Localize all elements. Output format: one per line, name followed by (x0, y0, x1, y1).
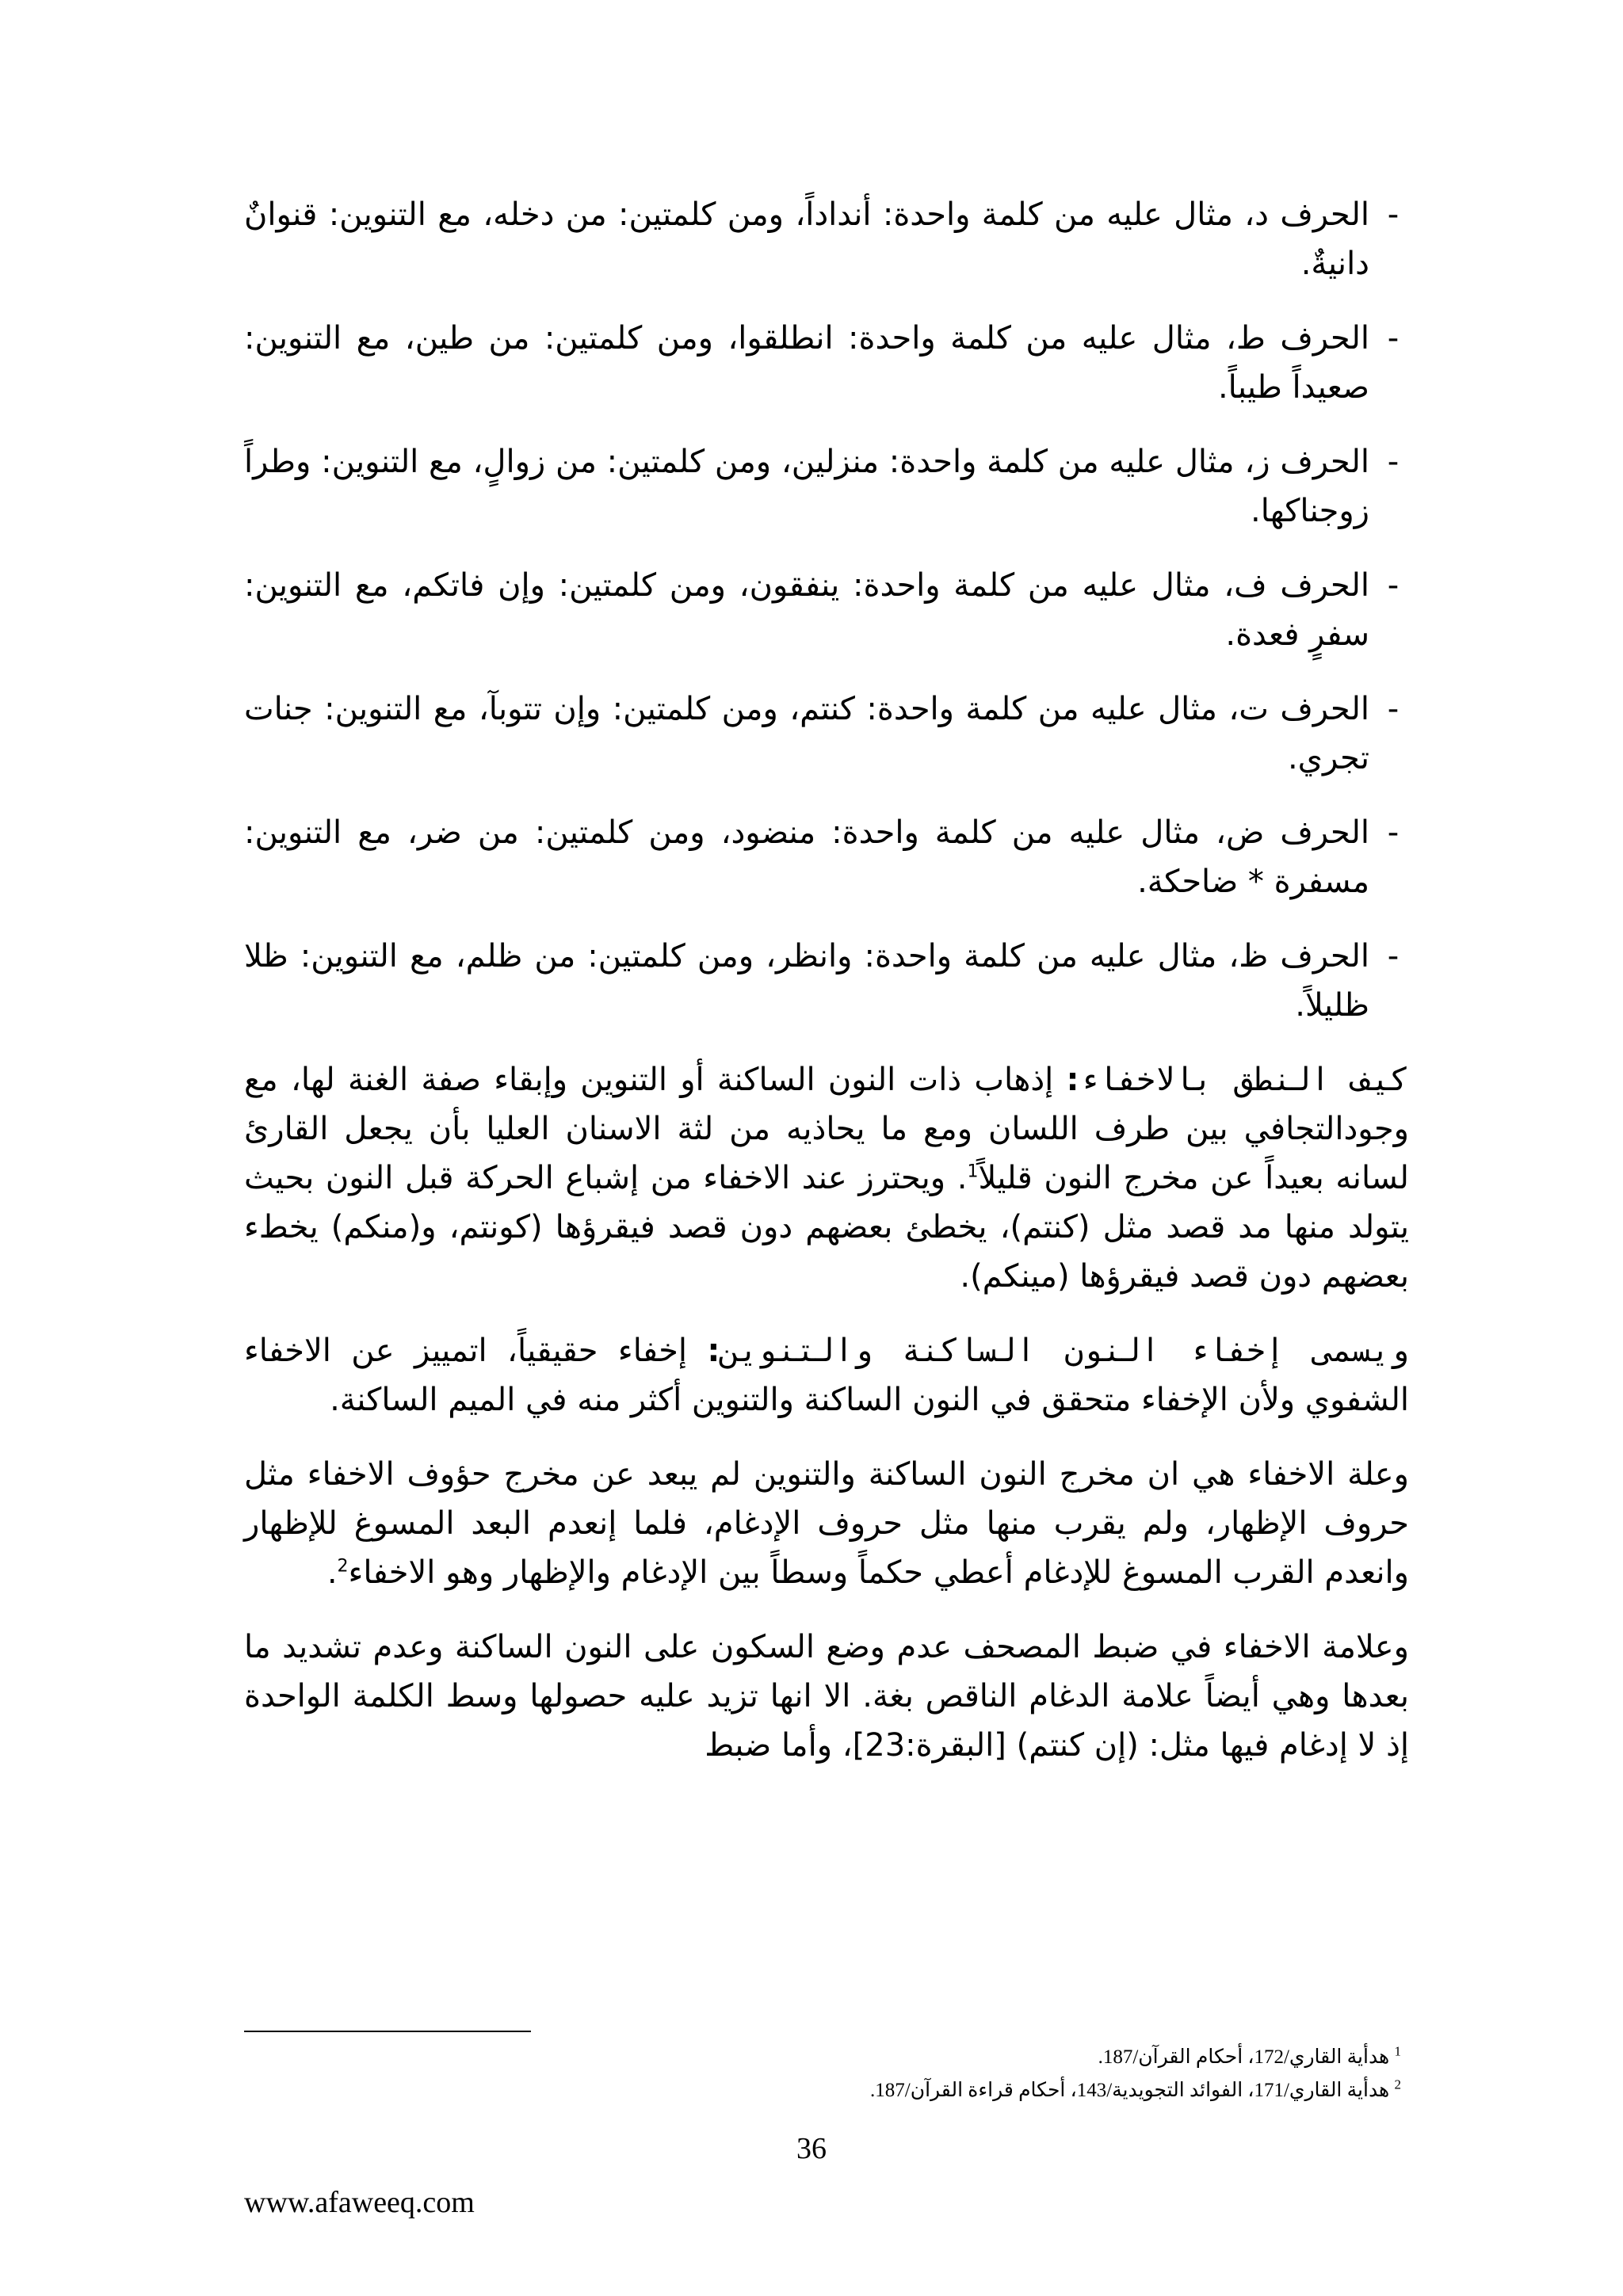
letters-list (244, 190, 1409, 1030)
list-dash: - (1387, 196, 1400, 233)
list-item-text: الحرف ط، مثال عليه من كلمة واحدة: انطلقوا، ومن كلمتين: من طين، مع التنوين: صعيداً طيباً. (244, 320, 1369, 406)
list-item-text: الحرف ت، مثال عليه من كلمة واحدة: كنتم، ومن كلمتين: وإن تتوبآ، مع التنوين: جنات تجري. (244, 691, 1369, 776)
list-item (244, 808, 1409, 906)
list-item-text: الحرف ض، مثال عليه من كلمة واحدة: منضود، ومن كلمتين: من ضر، مع التنوين: مسفرة * ضاحكة. (244, 814, 1369, 900)
footnote-item (244, 2074, 1401, 2107)
list-item (244, 437, 1409, 536)
footnote-text: هدأية القاري/172، أحكام القرآن/187. (1098, 2046, 1395, 2068)
list-dash: - (1387, 814, 1400, 851)
list-dash: - (1387, 567, 1400, 604)
list-item (244, 561, 1409, 659)
pronunciation-text: إذهاب ذات النون الساكنة أو التنوين وإبقاء صفة الغنة لها، مع وجودالتجافي بين طرف اللسان ومع ما يحاذيه من لثة الاسنان العليا بأن يجعل القارئ لسانه بعيداً عن مخرج النون قليلاً (244, 1062, 1409, 1196)
list-item-text: الحرف ظ، مثال عليه من كلمة واحدة: وانظر، ومن كلمتين: من ظلم، مع التنوين: ظلا ظليلاً. (244, 938, 1369, 1024)
list-item (244, 314, 1409, 412)
naming-lead: ويسمى إخفاء النون الساكنة والتنوين (720, 1333, 1409, 1369)
naming-text: إخفاء حقيقياً، اتمييز عن الاخفاء الشفوي ولأن الإخفاء متحقق في النون الساكنة والتنوين أكثر منه في الميم الساكنة. (244, 1333, 1409, 1418)
naming-colon: : (707, 1333, 720, 1369)
naming-paragraph (244, 1326, 1409, 1425)
footnote-mark: 2 (1394, 2077, 1401, 2092)
list-item (244, 932, 1409, 1030)
list-dash: - (1387, 691, 1400, 727)
footnote-ref-2[interactable]: 2 (337, 1556, 349, 1577)
pronunciation-colon: : (1066, 1062, 1079, 1098)
website-url[interactable]: www.afaweeq.com (244, 2186, 475, 2219)
footnotes (244, 2041, 1401, 2107)
pronunciation-lead: كيف النطق بالاخفاء (1079, 1062, 1409, 1098)
list-dash: - (1387, 444, 1400, 480)
footnote-item (244, 2041, 1401, 2074)
list-item (244, 685, 1409, 783)
footnote-ref-1[interactable]: 1 (967, 1161, 979, 1182)
list-dash: - (1387, 320, 1400, 357)
pronunciation-text-end: . ويحترز عند الاخفاء من إشباع الحركة قبل النون بحيث يتولد منها مد قصد مثل (كنتم)، يخطئ بعضهم دون قصد فيقرؤها (كونتم، و(منكم) يخطء بعضهم دون قصد فيقرؤها (مينكم). (244, 1160, 1409, 1295)
list-dash: - (1387, 938, 1400, 974)
pronunciation-paragraph (244, 1055, 1409, 1301)
list-item-text: الحرف ف، مثال عليه من كلمة واحدة: ينفقون، ومن كلمتين: وإن فاتكم، مع التنوين: سفرٍ فعدة. (244, 567, 1369, 653)
reason-paragraph (244, 1450, 1409, 1597)
list-item (244, 190, 1409, 288)
sign-paragraph (244, 1623, 1409, 1770)
list-item-text: الحرف د، مثال عليه من كلمة واحدة: أنداداً، ومن كلمتين: من دخله، مع التنوين: قنوانٌ دانيةٌ. (244, 196, 1369, 282)
page-number: 36 (796, 2132, 827, 2165)
list-item-text: الحرف ز، مثال عليه من كلمة واحدة: منزلين، ومن كلمتين: من زوالٍ، مع التنوين: وطراً زوجناكها. (244, 444, 1369, 529)
reason-text-end: . (327, 1554, 338, 1591)
footnote-separator (244, 2031, 531, 2032)
sign-text: وعلامة الاخفاء في ضبط المصحف عدم وضع السكون على النون الساكنة وعدم تشديد ما بعدها وهي أيضاً علامة الدغام الناقص بغة. الا انها تزيد عليه حصولها وسط الكلمة الواحدة إذ لا إدغام فيها مثل: (إن كنتم) [البقرة:23]، وأما ضبط (244, 1629, 1409, 1764)
page-body (244, 190, 1409, 1795)
reason-text: وعلة الاخفاء هي ان مخرج النون الساكنة والتنوين لم يبعد عن مخرج حؤوف الاخفاء مثل حروف الإظهار، ولم يقرب منها مثل حروف الإدغام، فلما إنعدم البعد المسوغ للإظهار وانعدم القرب المسوغ للإدغام أعطي حكماً وسطاً بين الإدغام والإظهار وهو الاخفاء (244, 1456, 1409, 1591)
footnote-mark: 1 (1394, 2043, 1401, 2059)
footnote-text: هدأية القاري/171، الفوائد التجويدية/143، أحكام قراءة القرآن/187. (870, 2080, 1395, 2101)
